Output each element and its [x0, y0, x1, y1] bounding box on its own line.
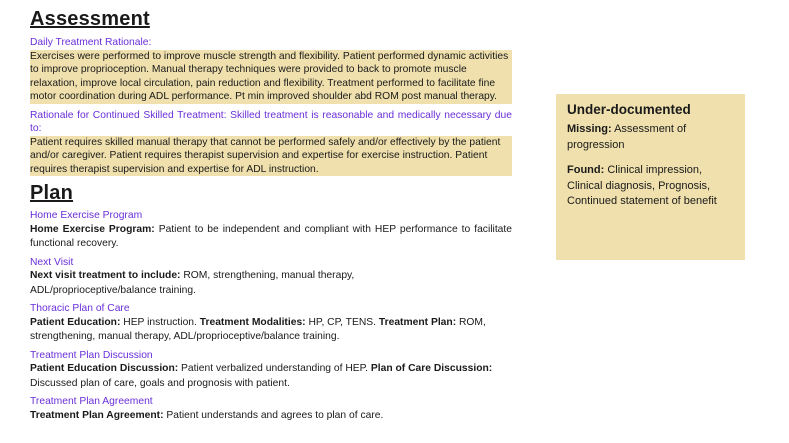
- field-text: Patient to be independent and compliant with HEP performance to facilitate functional recovery.: [30, 223, 512, 249]
- field-label: Treatment Plan:: [378, 316, 457, 328]
- plan-title: Plan: [30, 182, 74, 204]
- under-documented-card: [556, 94, 745, 260]
- field-text: HEP instruction.: [120, 316, 200, 328]
- field-label: Home Exercise Program:: [30, 223, 155, 235]
- continued-treatment-label: Rationale for Continued Skilled Treatment: Skilled treatment is reasonable and medically necessary due to:: [30, 109, 512, 134]
- plan-section-heading: Treatment Plan Agreement: [30, 396, 153, 407]
- field-text: ROM, strengthening, manual therapy, ADL/proprioceptive/balance training.: [30, 270, 355, 296]
- found-label: Found:: [567, 164, 605, 176]
- missing-item: [567, 122, 734, 153]
- plan-section-discussion: [30, 349, 512, 392]
- plan-section-heading: Treatment Plan Discussion: [30, 349, 153, 361]
- continued-treatment-text: Patient requires skilled manual therapy that cannot be performed safely and/or effectively by the patient and/or caregiver. Patient requires therapist supervision and expertise for exercise instruction. Patient requires therapist supervision and expertise for ADL instruction.: [30, 136, 512, 177]
- plan-section-heading: Thoracic Plan of Care: [30, 303, 130, 314]
- field-label: Treatment Plan Agreement:: [30, 409, 164, 421]
- plan-section-body: [30, 316, 512, 345]
- plan-section-thoracic: [30, 302, 512, 345]
- plan-section-body: [30, 409, 512, 424]
- plan-section-next-visit: [30, 256, 512, 299]
- field-text: Discussed plan of care, goals and prognosis with patient.: [30, 377, 290, 389]
- plan-section-agreement: [30, 395, 512, 423]
- card-title: Under-documented: [567, 102, 691, 117]
- field-label: Plan of Care Discussion:: [370, 363, 493, 374]
- field-label: Next visit treatment to include:: [30, 270, 181, 281]
- field-label: Patient Education Discussion:: [30, 363, 179, 374]
- missing-label: Missing:: [567, 123, 612, 135]
- field-text: Patient verbalized understanding of HEP.: [178, 363, 371, 374]
- plan-section-heading: Home Exercise Program: [30, 210, 143, 221]
- field-text: Patient understands and agrees to plan of care.: [163, 409, 384, 421]
- field-text: HP, CP, TENS.: [305, 316, 379, 328]
- assessment-title: Assessment: [30, 8, 150, 30]
- plan-section-home-exercise: [30, 209, 512, 252]
- field-text: ROM, strengthening, manual therapy, ADL/proprioceptive/balance training.: [30, 316, 486, 342]
- field-label: Patient Education:: [30, 316, 121, 328]
- plan-section-heading: Next Visit: [30, 256, 74, 268]
- plan-section-body: [30, 269, 390, 298]
- found-text: Clinical impression, Clinical diagnosis, Prognosis, Continued statement of benefit: [567, 164, 717, 207]
- plan-section-body: [30, 362, 512, 391]
- field-label: Treatment Modalities:: [199, 316, 306, 328]
- found-item: [567, 163, 734, 210]
- missing-text: Assessment of progression: [567, 123, 687, 151]
- note-main-column: [30, 6, 512, 423]
- plan-section-body: [30, 223, 512, 252]
- daily-rationale-text: Exercises were performed to improve muscle strength and flexibility. Patient performed dynamic activities to improve proprioception. Manual therapy techniques were provided to back to promote muscle relaxation, improve local circulation, pain reduction and flexibility. Treatment performed to facilitate fine motor coordination during ADL performance. Pt min improved shoulder abd ROM post manual therapy.: [30, 50, 512, 104]
- daily-rationale-label: Daily Treatment Rationale:: [30, 37, 152, 48]
